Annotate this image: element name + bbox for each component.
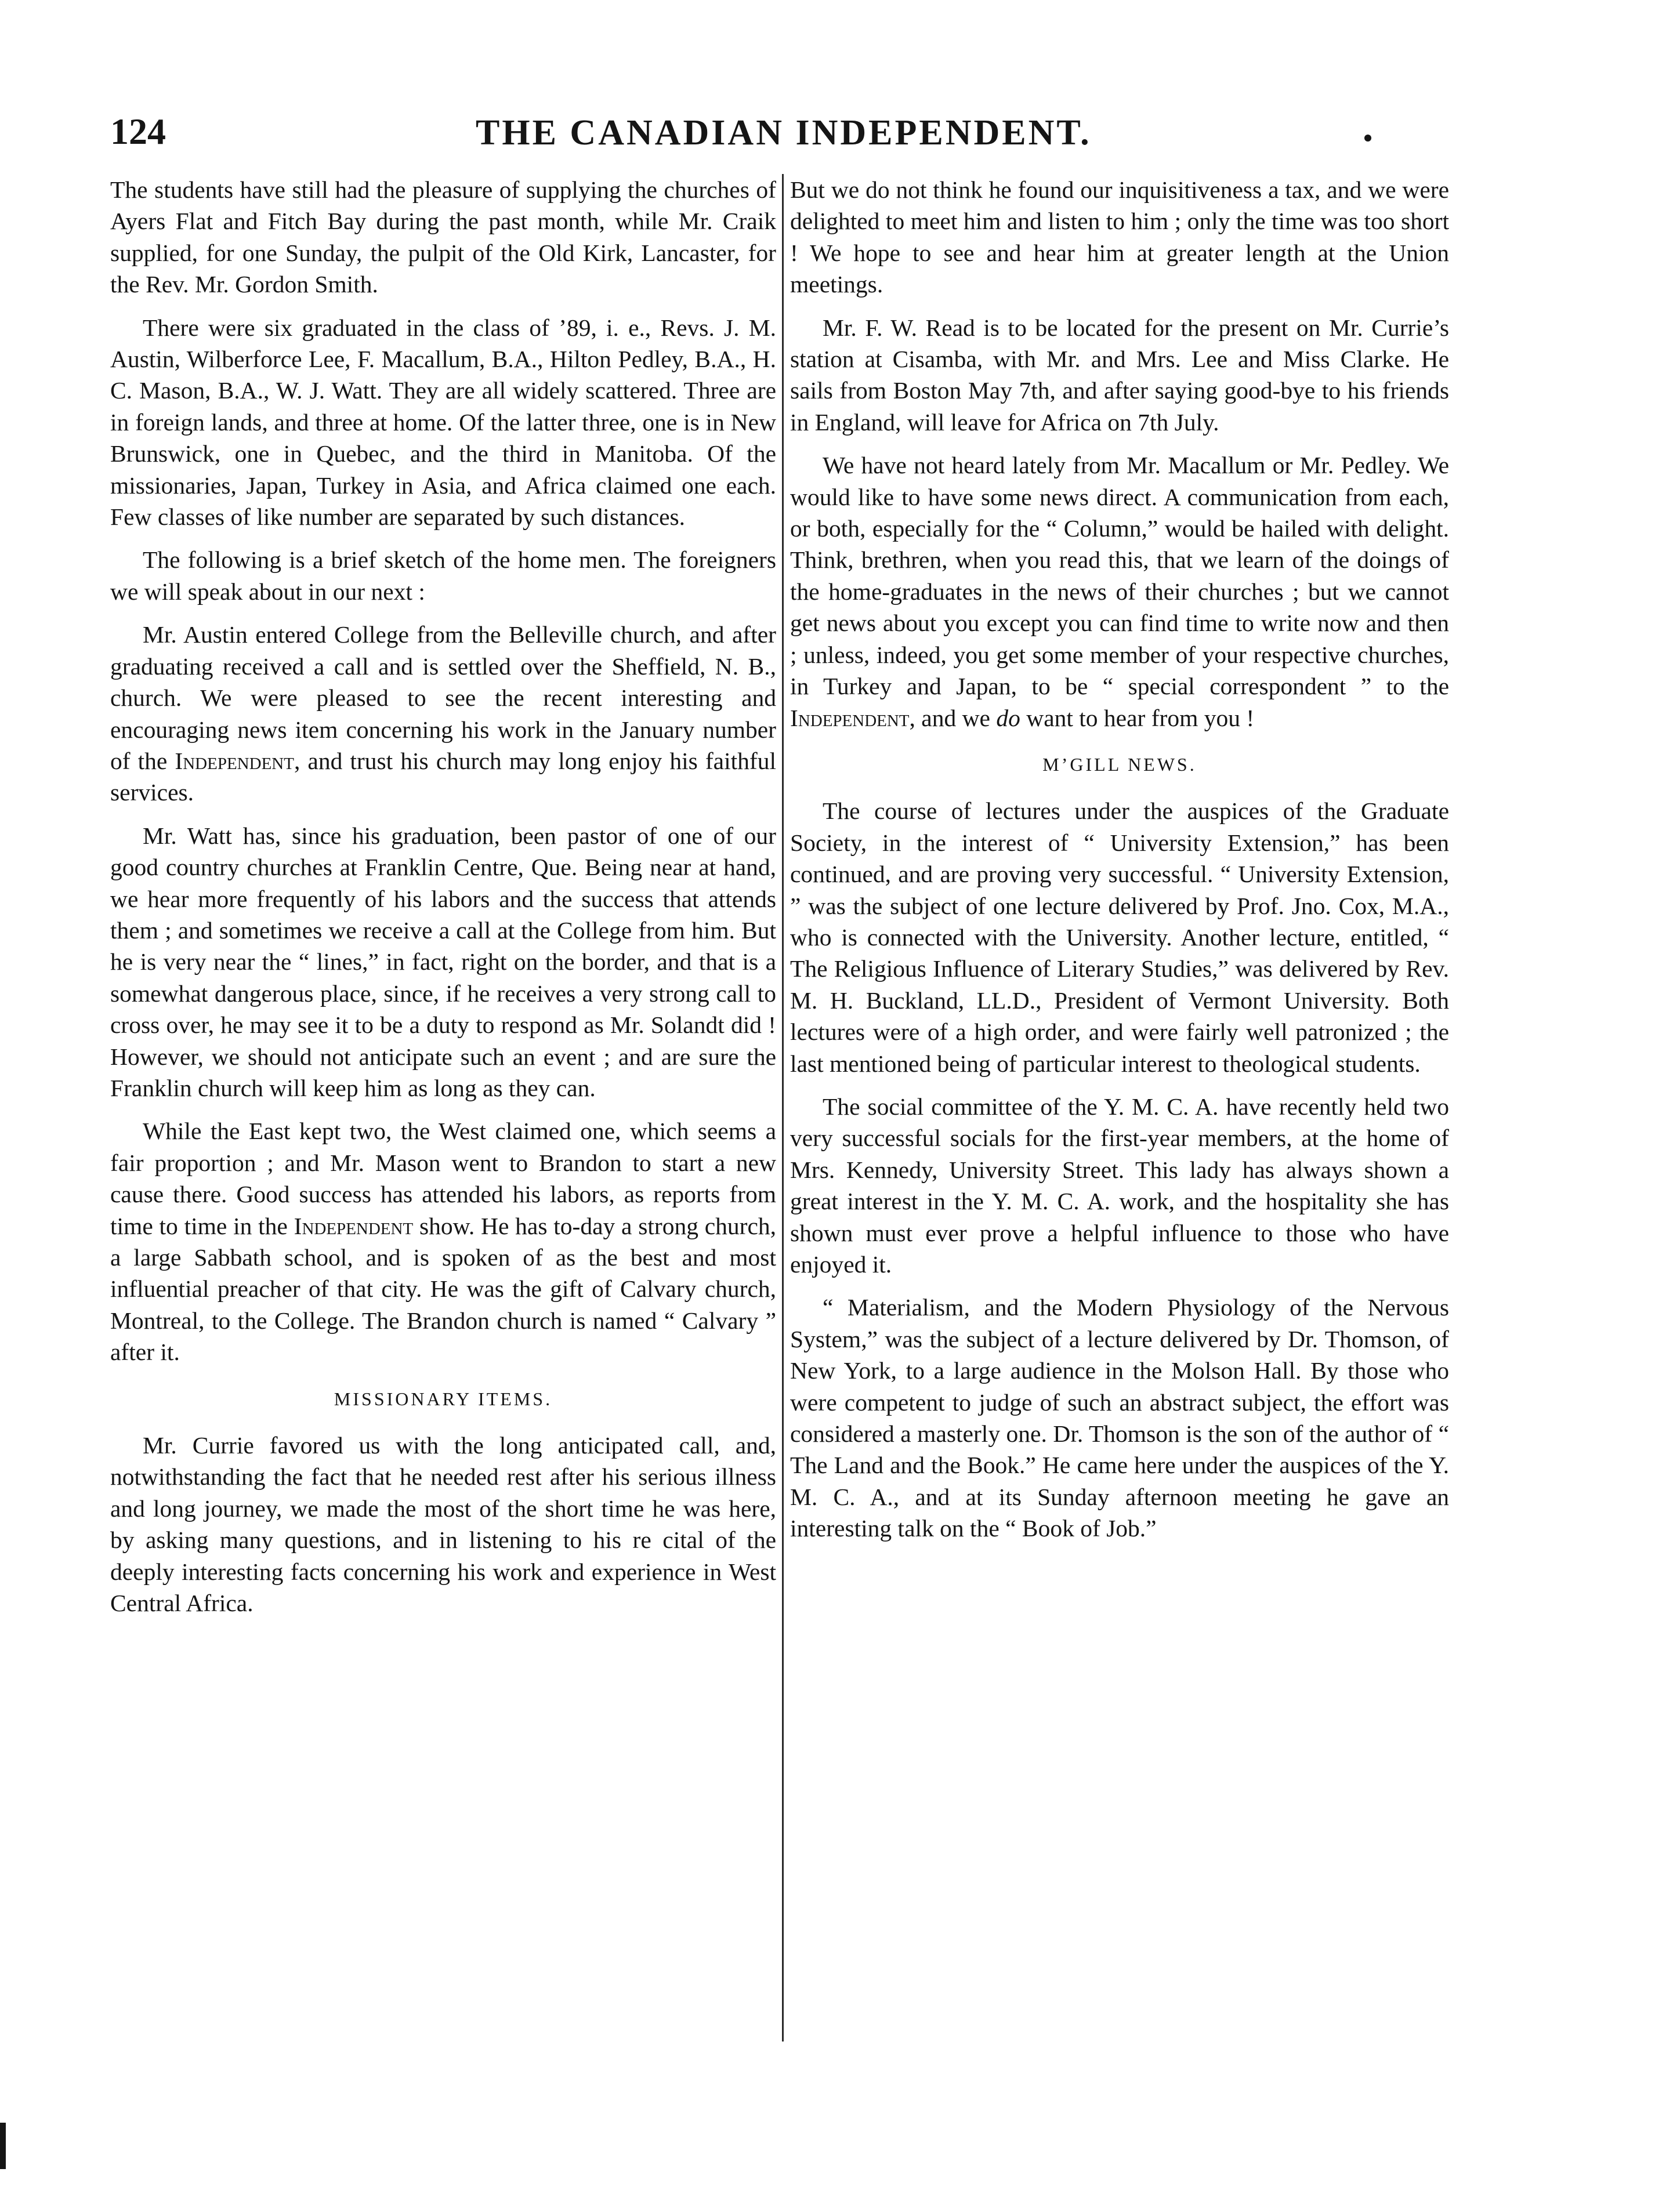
paragraph-student-supply: The students have still had the pleasure of supplying the churches of Ayers Flat and Fitch Bay during the past month, while Mr. Craik supplied, for one Sunday, the pulpit of the Old Kirk, Lancaster, for the Rev. Mr. Gordon Smith. [110, 176, 776, 298]
paragraph-mr-mason [110, 1115, 776, 1368]
journal-name-smallcaps: Independent [294, 1212, 414, 1239]
text-run: While the East kept two, the West claimed one, which seems a fair proportion ; and Mr. Mason went to Brandon to start a new cause there. Good success has attended his labors, as reports from time to time in the [110, 1118, 776, 1239]
emphasis-do: do [996, 704, 1020, 731]
header-dot [1364, 135, 1371, 142]
text-run: We have not heard lately from Mr. Macallum or Mr. Pedley. We would like to have some news direct. A communication from each, or both, especially for the “ Column,” would be hailed with delight. Think, brethren, when you read this, that we learn of the doings of the home-graduates in the news of their churches ; but we cannot get news about you except you can find time to write now and then ; unless, indeed, you get some member of your respective churches, in Turkey and Japan, to be “ special correspondent ” to the [790, 452, 1449, 700]
column-divider [782, 174, 784, 2041]
heading-missionary-items: MISSIONARY ITEMS. [334, 1388, 553, 1409]
paragraph-mr-currie: Mr. Currie favored us with the long anticipated call, and, notwithstanding the fact that he needed rest after his serious illness and long journey, we made the most of the short time he was here, by asking many questions, and in listening to his re cital of the deeply interesting facts concerning his work and experience in West Central Africa. [110, 1432, 776, 1617]
paragraph-currie-continued: But we do not think he found our inquisitiveness a tax, and we were delighted to meet him and listen to him ; only the time was too short ! We hope to see and hear him at greater length at the Union meetings. [790, 176, 1449, 298]
journal-title: THE CANADIAN INDEPENDENT. [476, 113, 1092, 153]
text-run: , and trust his church may long enjoy his faithful services. [110, 747, 776, 806]
text-run: show. He has to-day a strong church, a large Sabbath school, and is spoken of as the best and most influential preacher of that city. He was the gift of Calvary church, Montreal, to the College. The Brandon church is named “ Calvary ” after it. [110, 1212, 777, 1366]
paragraph-mr-watt: Mr. Watt has, since his graduation, been pastor of one of our good country churches at Franklin Centre, Que. Being near at hand, we hear more frequently of his labors and the success that attends them ; and sometimes we receive a call at the College from him. But he is very near the “ lines,” in fact, right on the border, and that is a somewhat dangerous place, since, if he receives a very strong call to cross over, he may see it to be a duty to respond as Mr. Solandt did ! However, we should not anticipate such an event ; and are sure the Franklin church will keep him as long as they can. [110, 822, 776, 1101]
paragraph-materialism-lecture: “ Materialism, and the Modern Physiology of the Nervous System,” was the subject of a lecture delivered by Dr. Thomson, of New York, to a large audience in the Molson Hall. By those who were competent to judge of such an abstract subject, the effort was considered a masterly one. Dr. Thomson is the son of the author of “ The Land and the Book.” He came here under the auspices of the Y. M. C. A., and at its Sunday afternoon meeting he gave an interesting talk on the “ Book of Job.” [790, 1294, 1449, 1542]
paragraph-mr-austin [110, 619, 776, 808]
paragraph-class-of-89: There were six graduated in the class of ’89, i. e., Revs. J. M. Austin, Wilberforce Lee, F. Macallum, B.A., Hilton Pedley, B.A., H. C. Mason, B.A., W. J. Watt. They are all widely scattered. Three are in foreign lands, and three at home. Of the latter three, one is in New Brunswick, one in Quebec, and the third in Manitoba. Of the missionaries, Japan, Turkey in Asia, and Africa claimed one each. Few classes of like number are separated by such distances. [110, 314, 776, 531]
text-run: Mr. Austin entered College from the Belleville church, and after graduating received a call and is settled over the Sheffield, N. B., church. We were pleased to see the recent interesting and encouraging news item concerning his work in the January number of the [110, 621, 776, 774]
heading-mcgill-news: M’GILL NEWS. [1042, 753, 1197, 775]
right-column [790, 174, 1449, 1556]
journal-name-smallcaps: Independent [175, 747, 294, 774]
scan-edge-mark [0, 2123, 6, 2169]
journal-name-smallcaps: Independent [790, 704, 910, 731]
left-column [110, 174, 776, 1630]
page-number: 124 [110, 111, 166, 152]
text-run: want to hear from you ! [1020, 704, 1255, 731]
text-run: , and we [909, 704, 997, 731]
paragraph-home-men-intro: The following is a brief sketch of the home men. The foreigners we will speak about in our next : [110, 546, 776, 605]
paragraph-lectures: The course of lectures under the auspices of the Graduate Society, in the interest of “ University Extension,” has been continued, and are proving very successful. “ University Extension, ” was the subject of one lecture delivered by Prof. Jno. Cox, M.A., who is connected with the University. Another lecture, entitled, “ The Religious Influence of Literary Studies,” was delivered by Rev. M. H. Buckland, LL.D., President of Vermont University. Both lectures were of a high order, and were fairly well patronized ; the last mentioned being of particular interest to theological students. [790, 797, 1449, 1077]
page-header [110, 110, 1444, 168]
paragraph-mr-read: Mr. F. W. Read is to be located for the present on Mr. Currie’s station at Cisamba, with Mr. and Mrs. Lee and Miss Clarke. He sails from Boston May 7th, and after saying good-bye to his friends in England, will leave for Africa on 7th July. [790, 314, 1449, 436]
paragraph-ymca-socials: The social committee of the Y. M. C. A. have recently held two very successful socials for the first-year members, at the home of Mrs. Kennedy, University Street. This lady has always shown a great interest in the Y. M. C. A. work, and the hospitality she has shown must ever prove a helpful influence to those who have enjoyed it. [790, 1093, 1449, 1278]
paragraph-macallum-pedley [790, 449, 1449, 734]
